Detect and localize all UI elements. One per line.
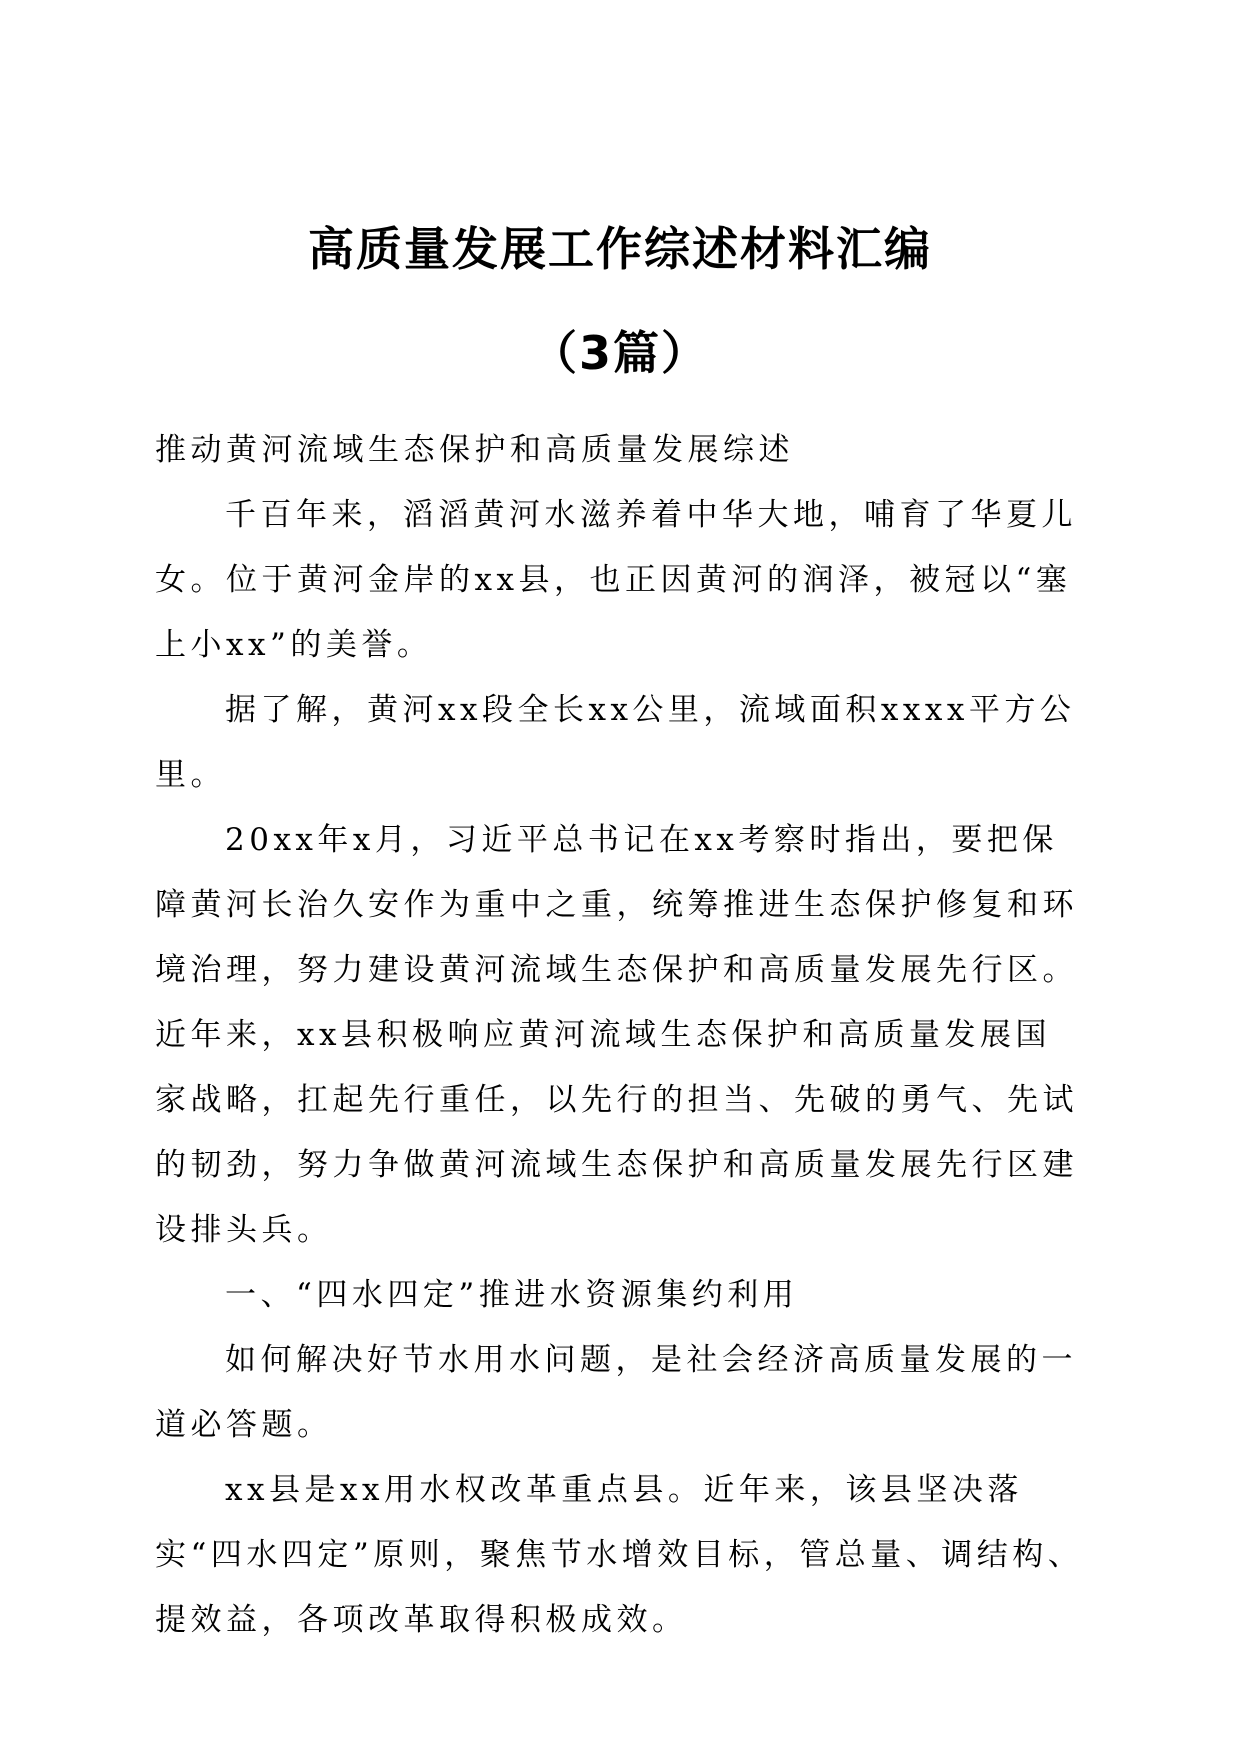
document-body (155, 418, 1085, 1653)
paragraph: 据了解，黄河xx段全长xx公里，流域面积xxxx平方公里。 (155, 692, 1076, 793)
document-subtitle: （3篇） (530, 326, 709, 380)
paragraph: 千百年来，滔滔黄河水滋养着中华大地，哺育了华夏儿女。位于黄河金岸的xx县，也正因黄河的润泽，被冠以“塞上小xx”的美誉。 (155, 497, 1077, 663)
article-heading: 推动黄河流域生态保护和高质量发展综述 (155, 432, 794, 468)
paragraph: 20xx年x月，习近平总书记在xx考察时指出，要把保障黄河长治久安作为重中之重，统筹推进生态保护修复和环境治理，努力建设黄河流域生态保护和高质量发展先行区。近年来，xx县积极响应黄河流域生态保护和高质量发展国家战略，扛起先行重任，以先行的担当、先破的勇气、先试的韧劲，努力争做黄河流域生态保护和高质量发展先行区建设排头兵。 (155, 822, 1078, 1248)
paragraph: xx县是xx用水权改革重点县。近年来，该县坚决落实“四水四定”原则，聚焦节水增效目标，管总量、调结构、提效益，各项改革取得积极成效。 (155, 1472, 1084, 1638)
document-title: 高质量发展工作综述材料汇编 (308, 222, 932, 276)
section-heading: 一、“四水四定”推进水资源集约利用 (225, 1277, 799, 1313)
paragraph: 如何解决好节水用水问题，是社会经济高质量发展的一道必答题。 (155, 1342, 1077, 1443)
